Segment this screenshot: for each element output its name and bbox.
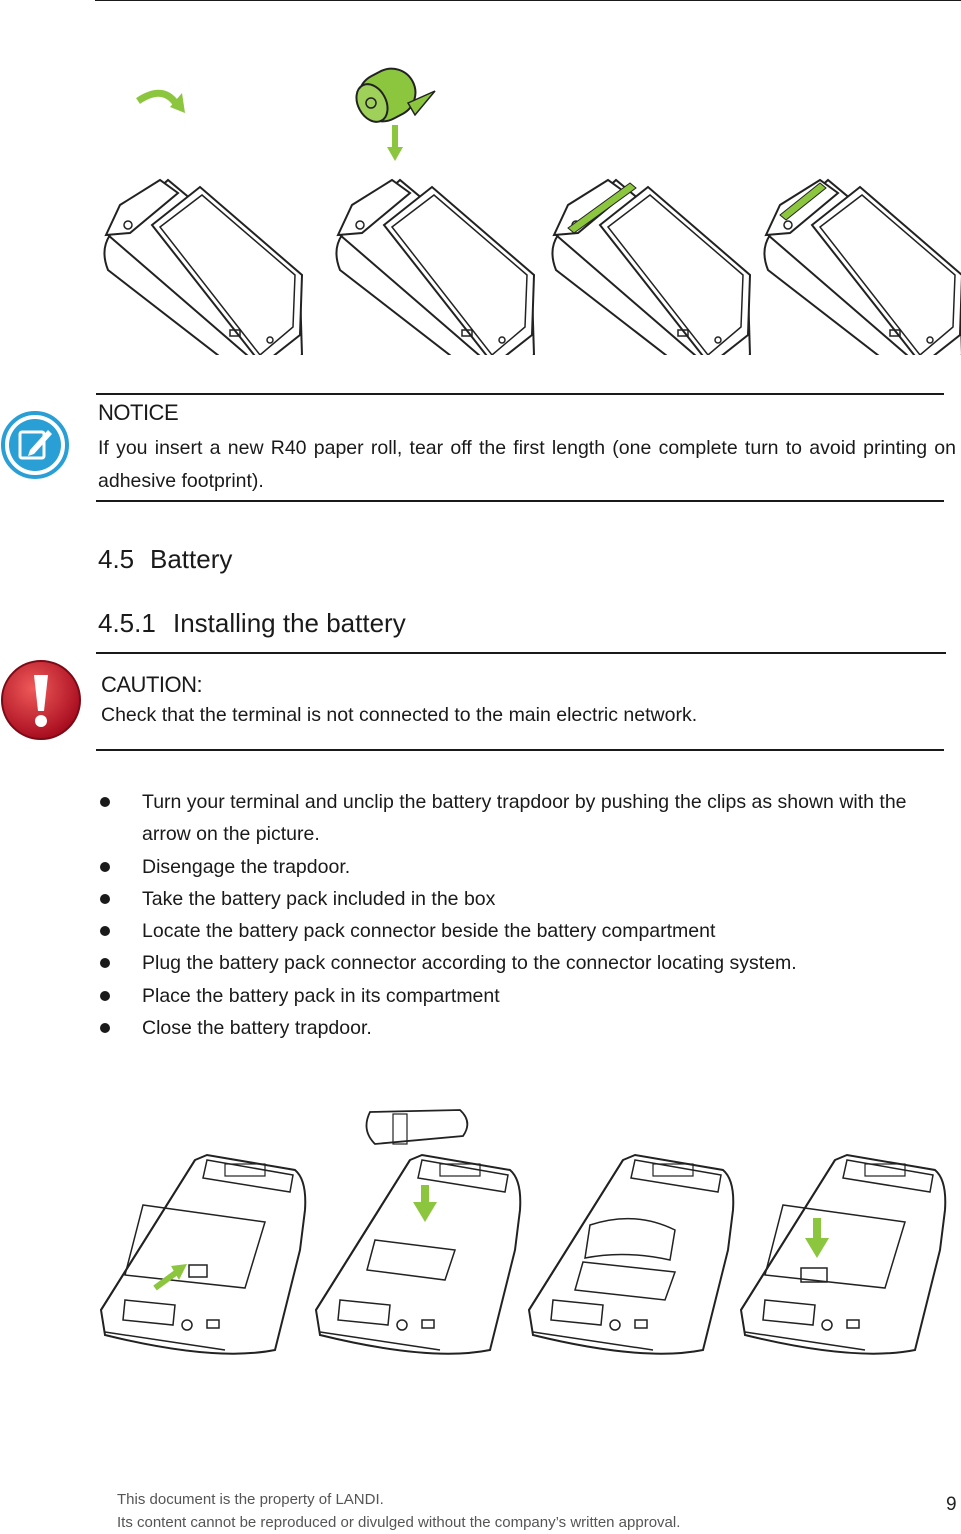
step-unclip-trapdoor (101, 1155, 305, 1354)
caution-title (101, 672, 202, 698)
step-close-lid (764, 180, 961, 355)
caution-colon: : (196, 672, 203, 697)
paper-roll-icon (350, 60, 435, 130)
step-insert-roll (336, 60, 534, 355)
step-paper-out (552, 180, 750, 355)
steps-list (100, 786, 960, 1044)
arrow-down-icon (387, 147, 403, 161)
list-item: Close the battery trapdoor. (100, 1012, 960, 1044)
top-rule (95, 0, 961, 1)
notice-bottom-rule (96, 500, 944, 502)
footer (117, 1488, 680, 1534)
caution-text: Check that the terminal is not connected to the main electric network. (101, 704, 698, 726)
list-item: Plug the battery pack connector according to the connector locating system. (100, 947, 960, 979)
list-item: Disengage the trapdoor. (100, 851, 960, 883)
caution-top-rule (96, 652, 946, 654)
step-close-trapdoor (741, 1155, 945, 1354)
notice-title: NOTICE (98, 400, 179, 425)
page-number: 9 (946, 1494, 957, 1515)
paper-roll-figure (90, 55, 961, 355)
notice-top-rule (96, 393, 944, 395)
exclamation-icon (0, 659, 82, 741)
subsection-heading (98, 608, 406, 639)
list-item: Take the battery pack included in the box (100, 883, 960, 915)
battery-figure (95, 1100, 955, 1370)
subsection-number: 4.5.1 (98, 608, 156, 638)
caution-bottom-rule (96, 749, 944, 751)
list-item: Turn your terminal and unclip the battery trapdoor by pushing the clips as shown with the arrow on the picture. (100, 786, 960, 851)
step-battery-placed (529, 1155, 733, 1354)
step-open-lid (104, 93, 302, 355)
edit-note-icon (0, 410, 70, 480)
list-item: Place the battery pack in its compartment (100, 980, 960, 1012)
footer-line-1: This document is the property of LANDI. (117, 1491, 384, 1508)
section-title: Battery (150, 544, 233, 574)
section-heading (98, 544, 232, 575)
step-insert-battery (316, 1110, 520, 1354)
subsection-title: Installing the battery (173, 608, 406, 638)
section-number: 4.5 (98, 544, 135, 574)
notice-text: If you insert a new R40 paper roll, tear off the first length (one complete turn to avoid printing on adhesive footprint). (98, 437, 956, 492)
footer-line-2: Its content cannot be reproduced or divulged without the company’s written approval. (117, 1514, 681, 1531)
caution-label: CAUTION (101, 672, 197, 697)
list-item: Locate the battery pack connector beside the battery compartment (100, 915, 960, 947)
